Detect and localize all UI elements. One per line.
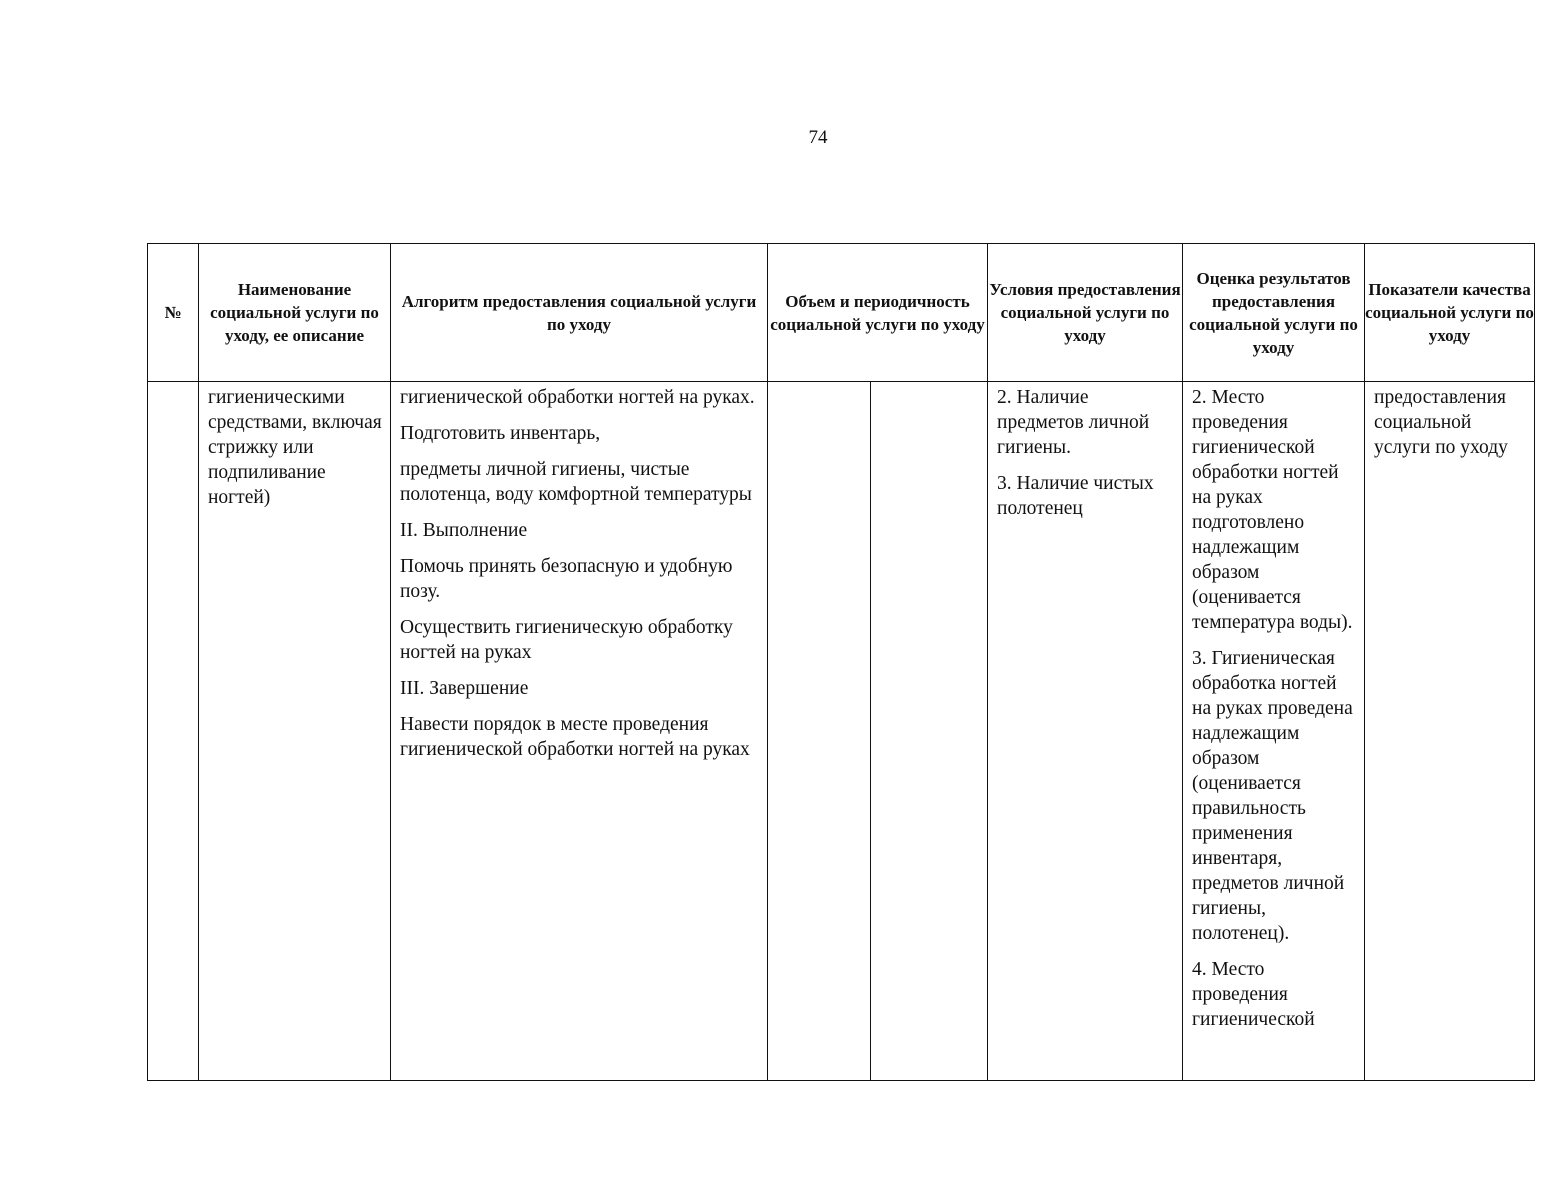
evaluation-item: 2. Место проведения гигиенической обработки ногтей на руках подготовлено надлежащим образом (оценивается температура воды). [1192,387,1353,633]
algorithm-line: Помочь принять безопасную и удобную позу. [400,556,733,602]
service-table [147,243,1535,1081]
header-quality: Показатели качества социальной услуги по уходу [1365,244,1535,382]
cell-evaluation [1183,382,1365,1081]
cell-periodicity [871,382,988,1081]
evaluation-item: 4. Место проведения гигиенической [1192,959,1315,1030]
name-text: гигиеническими средствами, включая стрижку или подпиливание ногтей) [208,387,382,508]
header-name: Наименование социальной услуги по уходу, ее описание [199,244,391,382]
algorithm-line: Подготовить инвентарь, [400,423,601,444]
cell-algorithm [391,382,768,1081]
evaluation-item: 3. Гигиеническая обработка ногтей на руках проведена надлежащим образом (оценивается правильность применения инвентаря, предметов личной гигиены, полотенец). [1192,648,1353,944]
conditions-item: 2. Наличие предметов личной гигиены. [997,387,1150,458]
quality-text: предоставления социальной услуги по уходу [1374,387,1508,458]
header-volume: Объем и периодичность социальной услуги по уходу [768,244,988,382]
algorithm-line: гигиенической обработки ногтей на руках. [400,387,755,408]
conditions-item: 3. Наличие чистых полотенец [997,473,1154,519]
cell-num [148,382,199,1081]
header-algorithm: Алгоритм предоставления социальной услуги по уходу [391,244,768,382]
cell-name [199,382,391,1081]
cell-quality [1365,382,1535,1081]
header-num: № [148,244,199,382]
page-number: 74 [808,127,828,148]
algorithm-section-heading: III. Завершение [400,678,529,699]
algorithm-line: Осуществить гигиеническую обработку ногтей на руках [400,617,733,663]
cell-volume [768,382,871,1081]
header-row [148,244,1535,382]
header-evaluation: Оценка результатов предоставления социальной услуги по уходу [1183,244,1365,382]
algorithm-section-heading: II. Выполнение [400,520,528,541]
algorithm-line: предметы личной гигиены, чистые полотенца, воду комфортной температуры [400,459,752,505]
cell-conditions [988,382,1183,1081]
table-row [148,382,1535,1081]
header-conditions: Условия предоставления социальной услуги по уходу [988,244,1183,382]
algorithm-line: Навести порядок в месте проведения гигиенической обработки ногтей на руках [400,714,750,760]
